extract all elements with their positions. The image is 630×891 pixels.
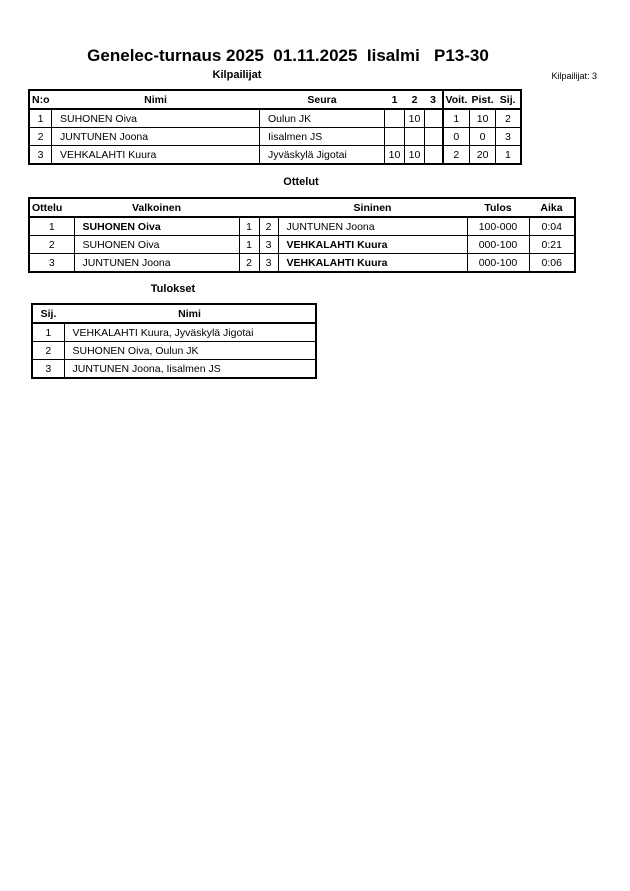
cell-sij: 2: [496, 109, 521, 128]
kilpailijat-table: [28, 89, 522, 165]
cell-round-1: 10: [385, 146, 405, 165]
kilpailijat-row: [29, 109, 521, 128]
cell-no: 2: [29, 128, 52, 146]
header-seura: Seura: [260, 90, 385, 109]
tulokset-header-row: [32, 304, 316, 323]
cell-voit: 0: [443, 128, 470, 146]
tulokset-table: [31, 303, 317, 379]
cell-round-3: [425, 109, 443, 128]
header-no: N:o: [29, 90, 52, 109]
kilpailijat-header-row: [29, 90, 521, 109]
cell-seura: Jyväskylä Jigotai: [260, 146, 385, 165]
cell-nimi: VEHKALAHTI Kuura, Jyväskylä Jigotai: [64, 323, 316, 342]
cell-round-2: 10: [405, 109, 425, 128]
cell-nimi: VEHKALAHTI Kuura: [52, 146, 260, 165]
cell-nimi: JUNTUNEN Joona, Iisalmen JS: [64, 360, 316, 379]
header-valkoinen: Valkoinen: [74, 198, 239, 217]
header-ottelu: Ottelu: [29, 198, 74, 217]
cell-sij: 2: [32, 342, 64, 360]
kilpailijat-row: [29, 128, 521, 146]
cell-round-2: [405, 128, 425, 146]
cell-blue-no: 3: [259, 254, 278, 273]
cell-aika: 0:06: [529, 254, 575, 273]
cell-match-no: 2: [29, 236, 74, 254]
kilpailijat-row: [29, 146, 521, 165]
cell-round-1: [385, 109, 405, 128]
kilpailijat-table-container: [28, 89, 522, 165]
cell-nimi: SUHONEN Oiva: [52, 109, 260, 128]
cell-pist: 0: [470, 128, 496, 146]
ottelut-row: [29, 217, 575, 236]
ottelut-header-row: [29, 198, 575, 217]
cell-sij: 1: [32, 323, 64, 342]
cell-sij: 3: [496, 128, 521, 146]
cell-tulos: 000-100: [467, 254, 529, 273]
cell-round-3: [425, 146, 443, 165]
cell-seura: Oulun JK: [260, 109, 385, 128]
cell-nimi: JUNTUNEN Joona: [52, 128, 260, 146]
cell-no: 3: [29, 146, 52, 165]
cell-nimi: SUHONEN Oiva, Oulun JK: [64, 342, 316, 360]
page-title: Genelec-turnaus 2025 01.11.2025 Iisalmi P13-30: [87, 46, 489, 65]
cell-valkoinen: SUHONEN Oiva: [74, 217, 239, 236]
cell-white-no: 2: [239, 254, 259, 273]
cell-sij: 1: [496, 146, 521, 165]
cell-round-1: [385, 128, 405, 146]
tulokset-row: [32, 323, 316, 342]
cell-valkoinen: SUHONEN Oiva: [74, 236, 239, 254]
header-voit: Voit.: [443, 90, 470, 109]
tulokset-table-container: [31, 303, 317, 379]
cell-valkoinen: JUNTUNEN Joona: [74, 254, 239, 273]
cell-no: 1: [29, 109, 52, 128]
cell-round-3: [425, 128, 443, 146]
header-blue-no: [259, 198, 278, 217]
kilpailijat-heading: Kilpailijat: [212, 69, 262, 81]
competitor-count-label: Kilpailijat: 3: [551, 71, 597, 81]
cell-sij: 3: [32, 360, 64, 379]
cell-sininen: VEHKALAHTI Kuura: [278, 254, 467, 273]
cell-tulos: 000-100: [467, 236, 529, 254]
ottelut-row: [29, 254, 575, 273]
cell-tulos: 100-000: [467, 217, 529, 236]
header-round-3: 3: [425, 90, 443, 109]
cell-seura: Iisalmen JS: [260, 128, 385, 146]
header-aika: Aika: [529, 198, 575, 217]
header-round-2: 2: [405, 90, 425, 109]
header-sininen: Sininen: [278, 198, 467, 217]
tulokset-row: [32, 360, 316, 379]
tulokset-row: [32, 342, 316, 360]
cell-blue-no: 3: [259, 236, 278, 254]
header-pist: Pist.: [470, 90, 496, 109]
cell-sininen: VEHKALAHTI Kuura: [278, 236, 467, 254]
ottelut-row: [29, 236, 575, 254]
header-white-no: [239, 198, 259, 217]
cell-match-no: 3: [29, 254, 74, 273]
cell-white-no: 1: [239, 236, 259, 254]
header-tulos: Tulos: [467, 198, 529, 217]
header-sij: Sij.: [496, 90, 521, 109]
cell-voit: 2: [443, 146, 470, 165]
header-nimi: Nimi: [52, 90, 260, 109]
cell-sininen: JUNTUNEN Joona: [278, 217, 467, 236]
cell-match-no: 1: [29, 217, 74, 236]
cell-aika: 0:21: [529, 236, 575, 254]
cell-blue-no: 2: [259, 217, 278, 236]
header-sij: Sij.: [32, 304, 64, 323]
cell-round-2: 10: [405, 146, 425, 165]
tulokset-heading: Tulokset: [150, 283, 196, 295]
header-nimi: Nimi: [64, 304, 316, 323]
header-round-1: 1: [385, 90, 405, 109]
cell-aika: 0:04: [529, 217, 575, 236]
cell-pist: 10: [470, 109, 496, 128]
ottelut-table-container: [28, 197, 576, 273]
cell-voit: 1: [443, 109, 470, 128]
cell-pist: 20: [470, 146, 496, 165]
cell-white-no: 1: [239, 217, 259, 236]
ottelut-heading: Ottelut: [283, 176, 319, 188]
ottelut-table: [28, 197, 576, 273]
